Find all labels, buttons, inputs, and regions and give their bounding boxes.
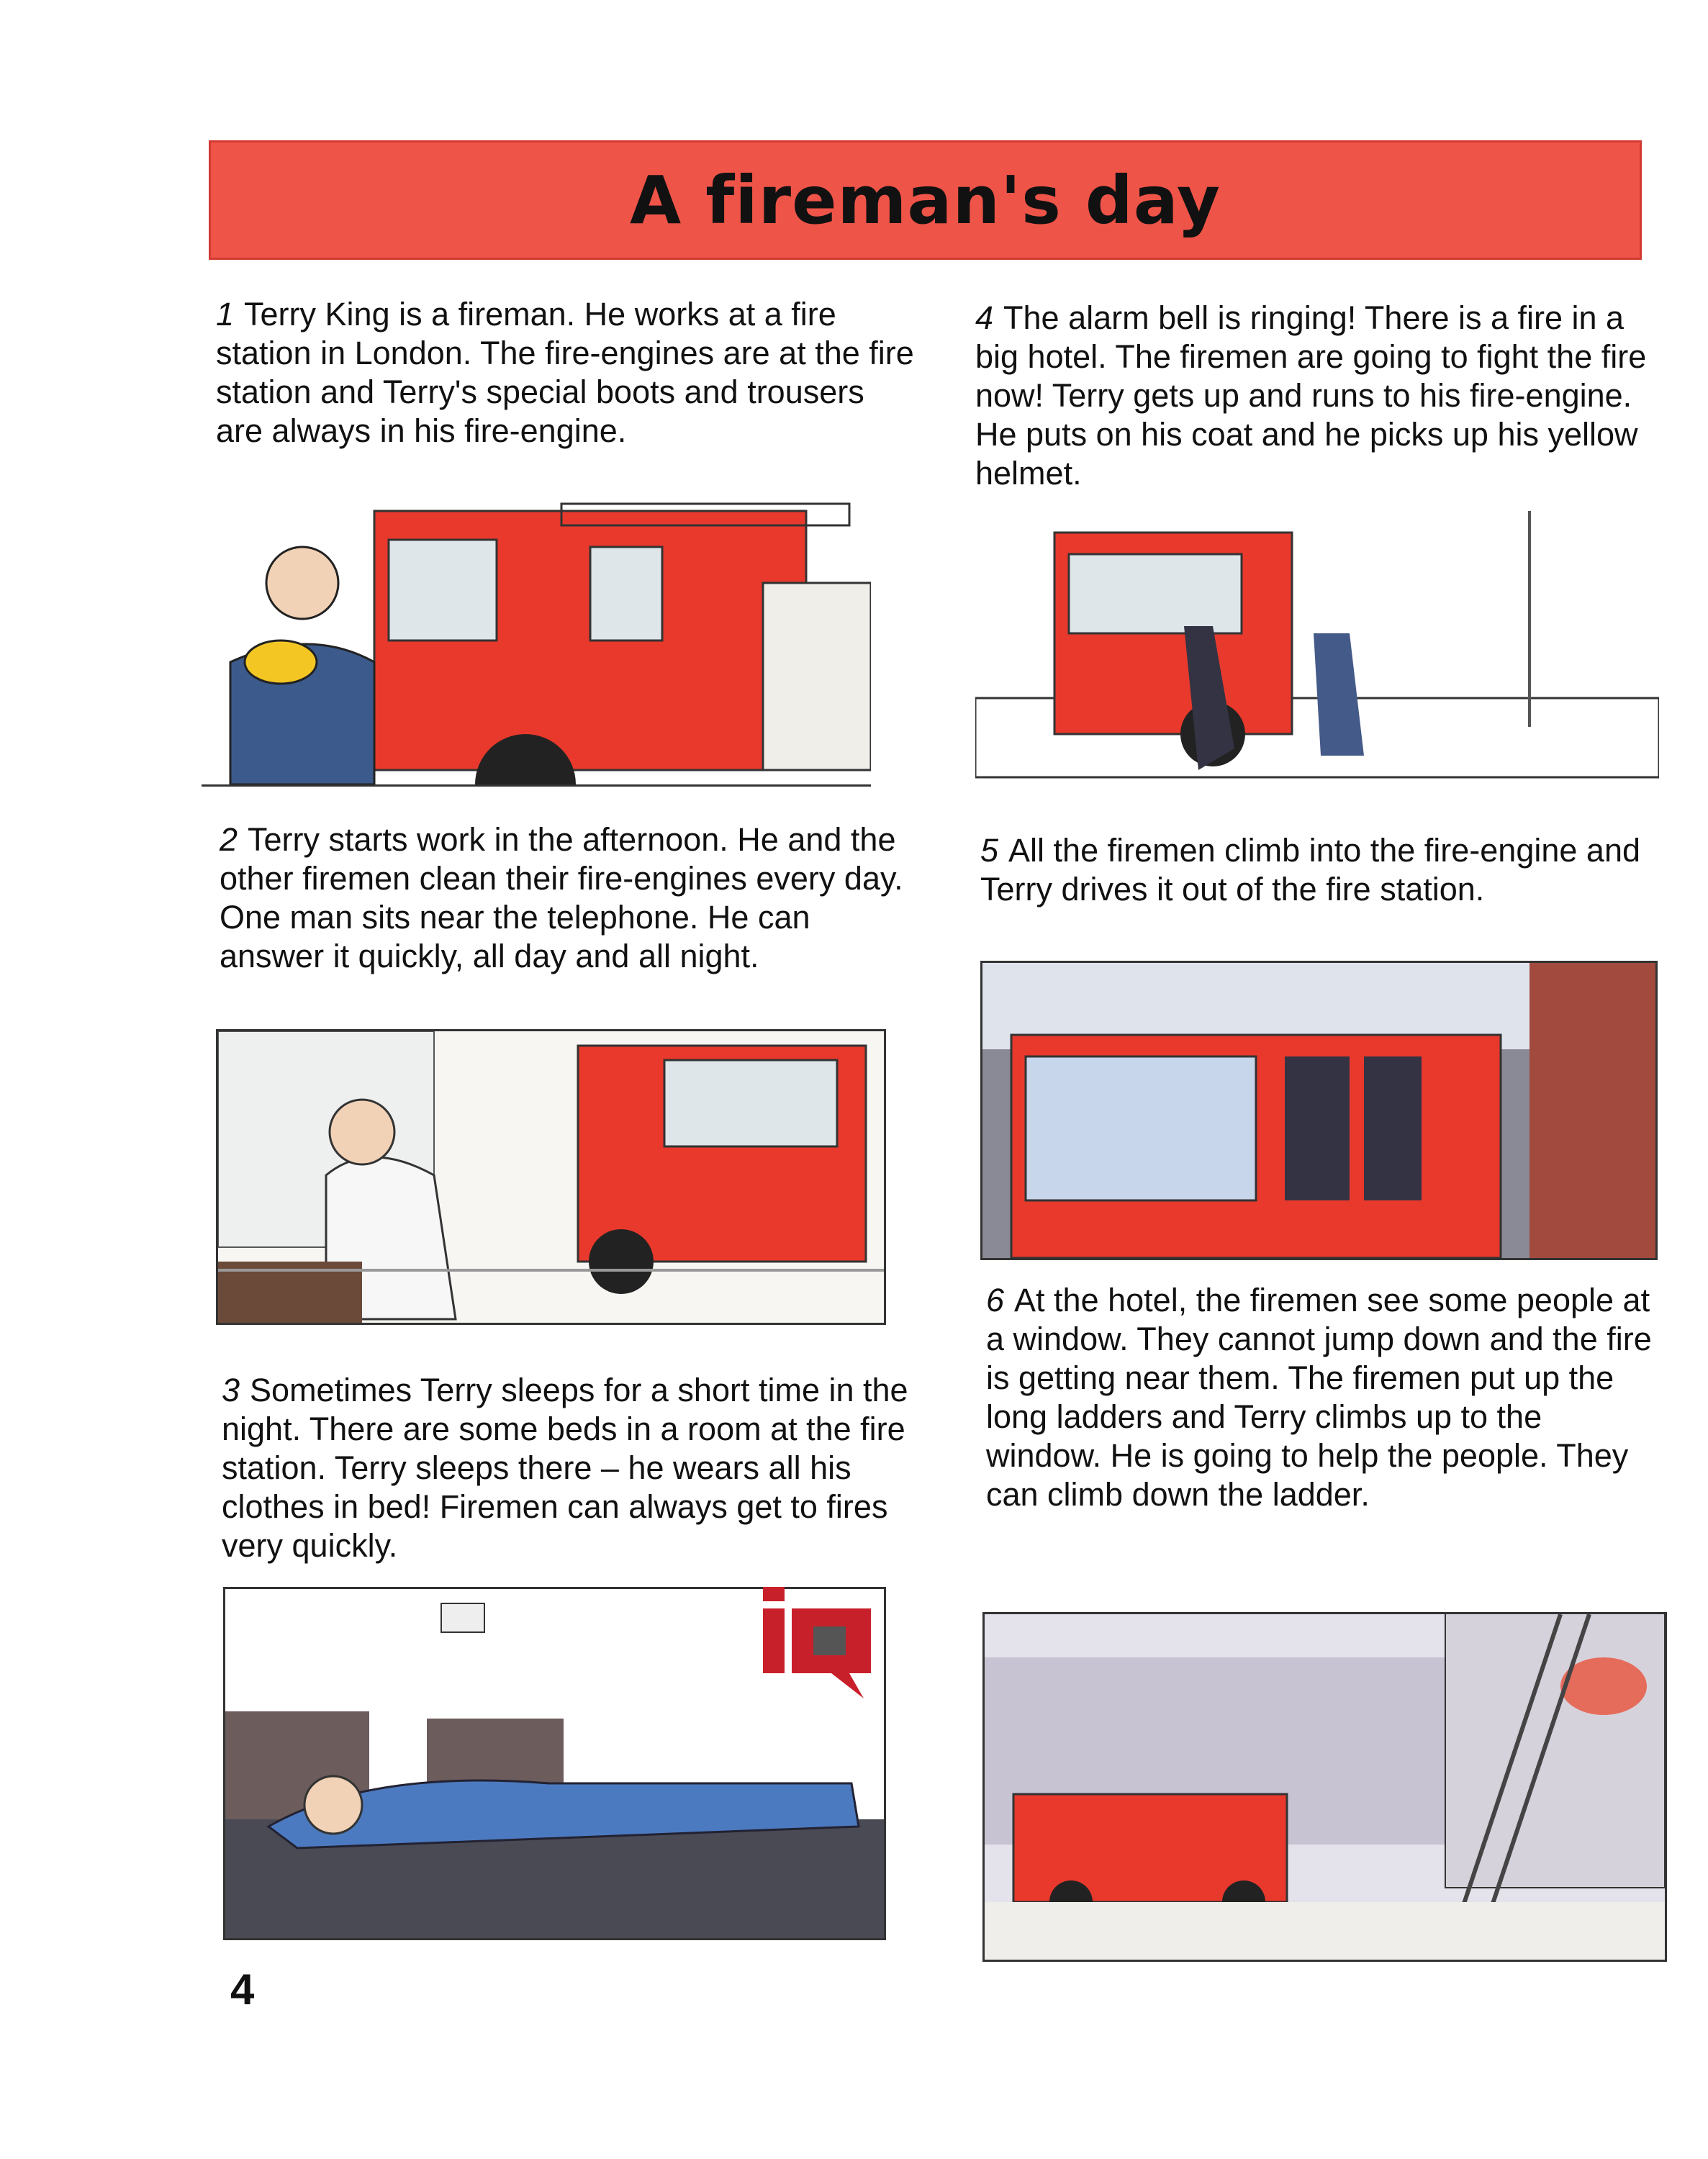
page-number: 4 — [230, 1965, 255, 2014]
illustration-driving-out — [980, 961, 1658, 1260]
section-1-text: 1 Terry King is a fireman. He works at a fire station in London. The fire-engines are at the fire station and Terry's special boots and trousers are always in his fire-engine. — [216, 296, 914, 449]
illustration-alarm-running — [975, 511, 1659, 784]
section-2-text: 2 Terry starts work in the afternoon. He and the other firemen clean their fire-engines every day. One man sits near the telephone. He can answer it quickly, all day and all night. — [220, 821, 903, 974]
illustration-fireman-and-engine — [202, 497, 871, 787]
iq-logo — [749, 1580, 878, 1706]
section-3-text: 3 Sometimes Terry sleeps for a short time in the night. There are some beds in a room at the fire station. Terry sleeps there – he wears all his clothes in bed! Firemen can always get to fires very quickly. — [222, 1372, 908, 1564]
title-banner — [209, 140, 1642, 260]
section-6-text: 6 At the hotel, the firemen see some people at a window. They cannot jump down and the fire is getting near them. The firemen put up the long ladders and Terry climbs up to the window. He is going to help the people. They can climb down the ladder. — [986, 1282, 1652, 1513]
section-4-text: 4 The alarm bell is ringing! There is a fire in a big hotel. The firemen are going to fight the fire now! Terry gets up and runs to his fire-engine. He puts on his coat and he picks up his yellow helmet. — [975, 299, 1647, 492]
page-title: A fireman's day — [629, 161, 1221, 239]
section-5-text: 5 All the firemen climb into the fire-engine and Terry drives it out of the fire station. — [980, 832, 1640, 907]
illustration-cleaning-engines — [216, 1029, 886, 1325]
illustration-hotel-rescue — [982, 1612, 1667, 1962]
